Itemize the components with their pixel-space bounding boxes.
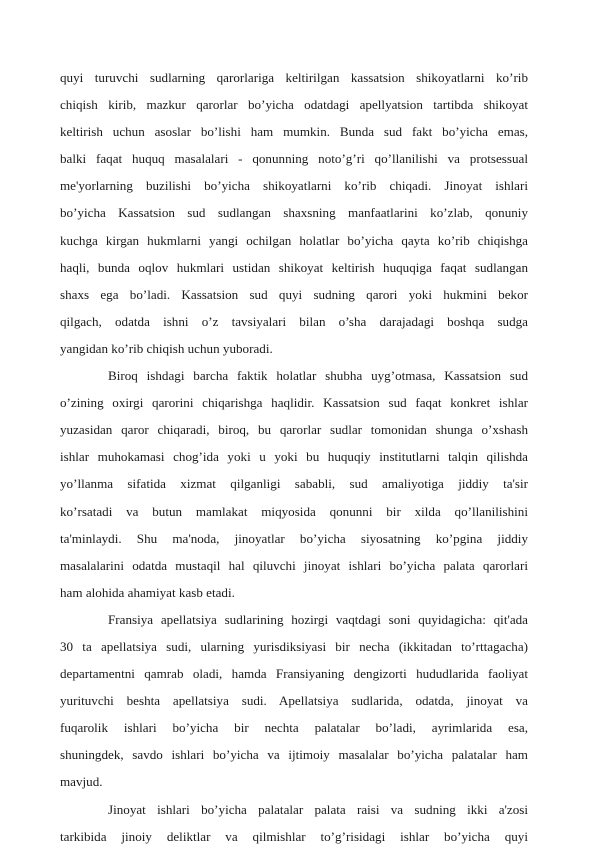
text-line: o’zining oxirgi qarorini chiqarishga haqlidir. Kassatsion sud faqat konkret ishlar xyxy=(60,395,528,411)
text-line: quyi turuvchi sudlarning qarorlariga keltirilgan kassatsion shikoyatlarni ko’rib xyxy=(60,70,528,85)
text-line: me'yorlarning buzilishi bo’yicha shikoyatlarni ko’rib chiqadi. Jinoyat ishlari xyxy=(60,178,528,194)
text-line: mavjud. xyxy=(60,774,103,790)
text-line: masalalarini odatda mustaqil hal qiluvchi jinoyat ishlari bo’yicha palata qarorlari xyxy=(60,557,528,573)
text-line: ishlar muhokamasi chog’ida yoki u yoki bu huquqiy institutlarni talqin qilishda xyxy=(60,449,528,465)
text-line: qilgach, odatda ishni o’z tavsiyalari bilan o’sha darajadagi boshqa sudga xyxy=(60,313,528,329)
text-line: fuqarolik ishlari bo’yicha bir nechta palatalar bo’ladi, ayrimlarida esa, xyxy=(60,720,528,736)
text-line: ko’rsatadi va butun mamlakat miqyosida qonunni bir xilda qo’llanilishini xyxy=(60,503,528,519)
paragraph-first-line: Biroq ishdagi barcha faktik holatlar shubha uyg’otmasa, Kassatsion sud xyxy=(108,368,528,384)
text-line: bo’yicha Kassatsion sud sudlangan shaxsning manfaatlarini ko’zlab, qonuniy xyxy=(60,205,528,221)
text-line: yurituvchi beshta apellatsiya sudi. Apellatsiya sudlarida, odatda, jinoyat va xyxy=(60,693,528,709)
text-line: haqli, bunda oqlov hukmlari ustidan shikoyat keltirish huquqiga faqat sudlangan xyxy=(60,259,528,275)
text-line: yangidan ko’rib chiqish uchun yuboradi. xyxy=(60,340,273,356)
text-line: 30 ta apellatsiya sudi, ularning yurisdiksiyasi bir necha (ikkitadan to’rttagacha) xyxy=(60,638,528,654)
text-line: yuzasidan qaror chiqaradi, biroq, bu qarorlar sudlar tomonidan shunga o’xshash xyxy=(60,422,528,438)
text-line: shuningdek, savdo ishlari bo’yicha va ijtimoiy masalalar bo’yicha palatalar ham xyxy=(60,747,528,763)
text-line: balki faqat huquq masalalari - qonunning noto’g’ri qo’llanilishi va protsessual xyxy=(60,151,528,167)
text-line: yo’llanma sifatida xizmat qilganligi sababli, sud amaliyotiga jiddiy ta'sir xyxy=(60,476,528,492)
text-line: ta'minlaydi. Shu ma'noda, jinoyatlar bo’yicha siyosatning ko’pgina jiddiy xyxy=(60,530,528,546)
paragraph-first-line: Jinoyat ishlari bo’yicha palatalar palata raisi va sudning ikki a'zosi xyxy=(108,801,528,817)
paragraph-first-line: Fransiya apellatsiya sudlarining hozirgi vaqtdagi soni quyidagicha: qit'ada xyxy=(108,611,528,627)
text-line: chiqish kirib, mazkur qarorlar bo’yicha odatdagi apellyatsion tartibda shikoyat xyxy=(60,97,528,113)
text-line: tarkibida jinoiy deliktlar va qilmishlar to’g’risidagi ishlar bo’yicha quyi xyxy=(60,828,528,844)
text-line: keltirish uchun asoslar bo’lishi ham mumkin. Bunda sud fakt bo’yicha emas, xyxy=(60,124,528,140)
document-body xyxy=(60,64,528,850)
text-line: shaxs ega bo’ladi. Kassatsion sud quyi sudning qarori yoki hukmini bekor xyxy=(60,286,528,302)
text-line: departamentni qamrab oladi, hamda Fransiyaning dengizorti hududlarida faoliyat xyxy=(60,666,528,682)
text-line: kuchga kirgan hukmlarni yangi ochilgan holatlar bo’yicha qayta ko’rib chiqishga xyxy=(60,232,528,248)
text-line: ham alohida ahamiyat kasb etadi. xyxy=(60,584,235,600)
